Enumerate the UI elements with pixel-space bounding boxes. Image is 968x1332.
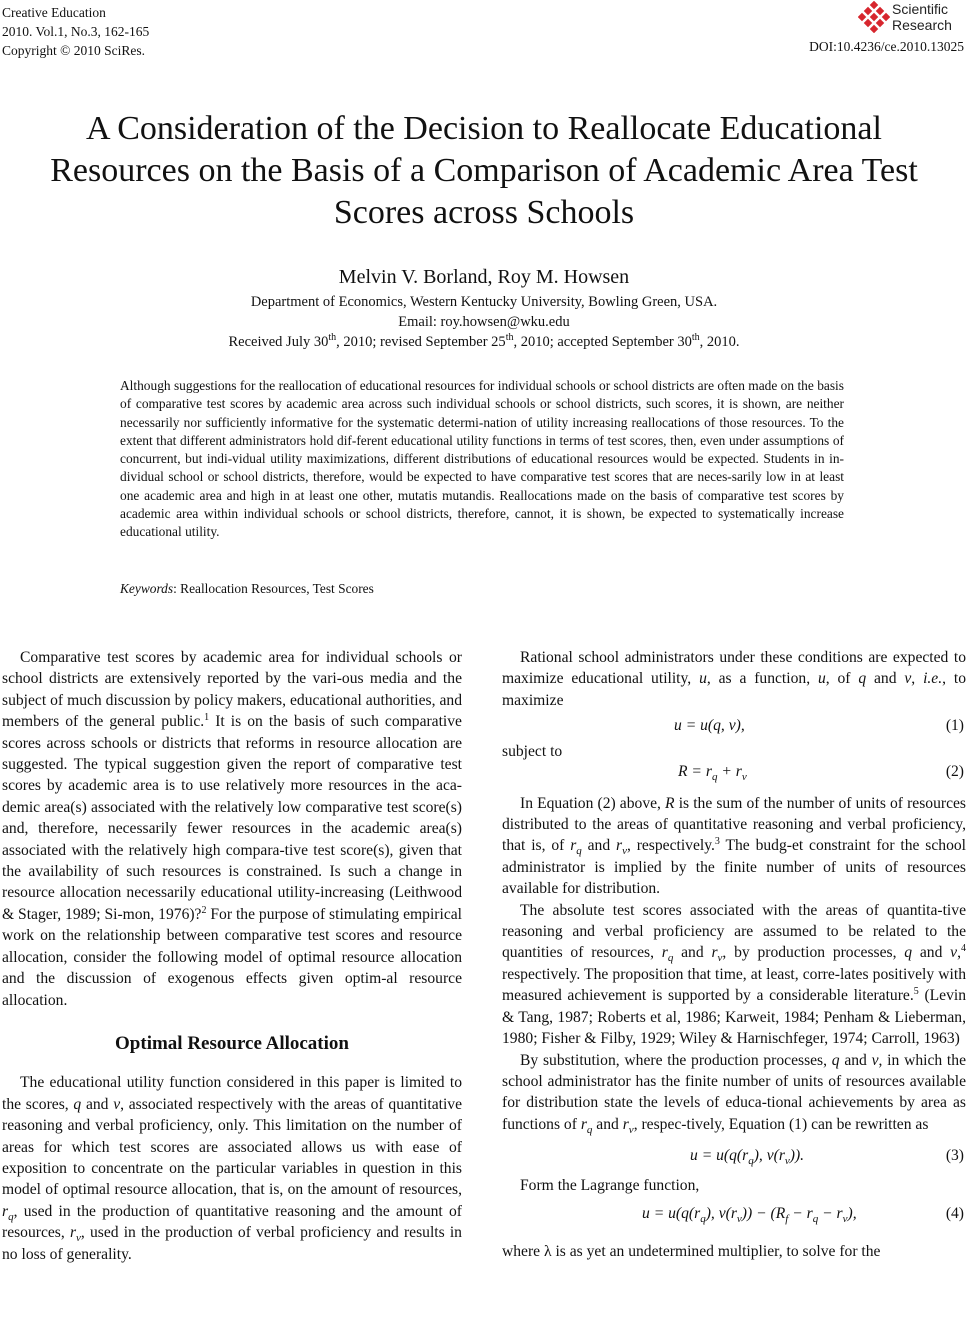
paragraph: Comparative test scores by academic area for individual schools or school districts are extensively reported by the vari-ous media and the subject of much discussion by policy makers, educational authorities, and members of the general public.$^1$ It is on the basis of such comparative scores across schools or districts that reforms in resource allocation are suggested. The typical suggestion given the report of comparative test scores by academic area is to use relatively more resources in the aca-demic area(s) associated with the relatively low comparative test score(s) and, therefore, necessarily fewer resources in the academic area(s) associated with the relatively high compara-tive test score(s), given that the availability of such resources is constrained. Is such a change in resource allocation necessarily educational utility-increasing (Leithwood & Stager, 1989; Si-mon, 1976)?$^2$ For the purpose of stimulating empirical work on the relationship between comparative test scores and resource allocation, consider the following model of optimal resource allocation and the discussion of exogenous effects given optim-al resource allocation. — [2, 649, 462, 1009]
paragraph: By substitution, where the production processes, q and v, in which the school administrator has the finite number of units of resources available for distribution state the levels of educa-tional achievements by area as functions of $r_q$ and $r_v$, respec-tively, Equation (1) can be rewritten as — [502, 1051, 966, 1136]
section-heading: Optimal Resource Allocation — [115, 1032, 349, 1054]
equation-number: (3) — [945, 1147, 964, 1165]
equation-2 — [502, 757, 966, 783]
equation-number: (2) — [945, 762, 964, 780]
equation-3 — [502, 1139, 966, 1175]
left-column — [2, 647, 462, 1265]
equation-number: (4) — [945, 1204, 964, 1222]
paragraph: In Equation (2) above, R is the sum of the number of units of resources distributed to the areas of quantitative reasoning and verbal proficiency, that is, of $r_q$ and $r_v$, respectively.$^3$ The budg-et constraint for the school administrator is implied by the finite number of units of resources available for distribution. — [502, 794, 966, 898]
title-line: Scores across Schools — [333, 194, 635, 231]
paragraph: where λ is as yet an undetermined multiplier, to solve for the — [502, 1242, 881, 1260]
keywords: Keywords: Reallocation Resources, Test Scores — [120, 581, 374, 596]
abstract: Although suggestions for the reallocation of educational resources for individual schools or school districts are often made on the basis of comparative test scores by academic area across such individual schools or school districts, such scores, it is shown, are neither necessarily nor sufficiently informative for the systematic determi-nation of utility increasing reallocations of those resources. To the extent that different administrators hold dif-ferent educational utility functions in terms of test scores, then, even under assumptions of concurrent, but indi-vidual utility maximizations, different distributions of educational resources would be expected. Students in in-dividual school or school districts, therefore, would be expected to have comparative test scores that are neces-sarily low in at least one academic area and high in at least one other, mutatis mutandis. Reallocations made on the basis of comparative test scores by academic area within individual schools or school districts, therefore, cannot, it is shown, be expected to systematically increase educational utility. — [120, 378, 844, 540]
equation-body: $u = u(q(r_q)$, $v(r_v)) - (R_f - r_q - r_v)$, — [642, 1204, 857, 1225]
affiliation-block — [0, 292, 968, 352]
logo-line2: Research — [892, 17, 952, 33]
publisher-logo — [858, 1, 964, 37]
equation-1 — [502, 711, 966, 741]
journal-volume: 2010. Vol.1, No.3, 162-165 — [2, 24, 150, 39]
copyright: Copyright © 2010 SciRes. — [2, 43, 146, 58]
equation-body: $u = u(q(r_q)$, $v(r_v)$). — [690, 1147, 805, 1168]
journal-info — [2, 3, 149, 60]
doi: DOI:10.4236/ce.2010.13025 — [809, 39, 964, 54]
right-column — [502, 647, 966, 1262]
title-line: Resources on the Basis of a Comparison of Academic Area Test — [50, 152, 918, 189]
title-line: A Consideration of the Decision to Reallocate Educational — [86, 110, 882, 147]
paragraph: The absolute test scores associated with the areas of quantita-tive reasoning and verbal proficiency are assumed to be related to the quantities of resources, $r_q$ and $r_v$, by production processes, q and v,$^4$ respectively. The proposition that time, at least, corre-lates positively with measured achievement is supported by a considerable literature.$^5$ (Levin & Tang, 1987; Roberts et al, 1986; Karweit, 1984; Penham & Lieberman, 1980; Fisher & Filby, 1929; Wiley & Harnischfeger, 1974; Carroll, 1963) — [502, 901, 967, 1048]
paragraph: The educational utility function considered in this paper is limited to the scores, q and v, associated respectively with the areas of quantitative reasoning and verbal proficiency, only. This limitation on the number of areas for which test scores are associated allows us with ease of exposition to concentrate on the particular variables in question in this model of optimal resource allocation, that is, on the amount of resources, $r_q$, used in the production of quantitative reasoning and the amount of resources, $r_v$, used in the production of verbal proficiency and results in no loss of generality. — [2, 1074, 463, 1263]
paragraph: Form the Lagrange function, — [520, 1177, 700, 1195]
scientific-research-logo-icon — [858, 1, 890, 33]
equation-body: $R = r_q + r_v$ — [678, 762, 747, 783]
authors: Melvin V. Borland, Roy M. Howsen — [338, 266, 630, 288]
paragraph: Rational school administrators under these conditions are expected to maximize educational utility, u, as a function, u, of q and v, i.e., to maximize — [502, 649, 967, 709]
affiliation: Department of Economics, Western Kentucky University, Bowling Green, USA. — [250, 294, 718, 310]
equation-4 — [502, 1197, 966, 1233]
equation-number: (1) — [945, 717, 964, 735]
paper-title — [10, 108, 958, 234]
journal-name: Creative Education — [2, 5, 106, 20]
logo-line1: Scientific — [892, 1, 949, 17]
equation-body: u = u(q, v), — [674, 717, 745, 735]
logo-text — [892, 1, 952, 33]
received-dates: Received July 30th, 2010; revised September 25th, 2010; accepted September 30th, 2010. — [228, 332, 740, 350]
paragraph: subject to — [502, 743, 563, 761]
email: Email: roy.howsen@wku.edu — [398, 314, 570, 330]
